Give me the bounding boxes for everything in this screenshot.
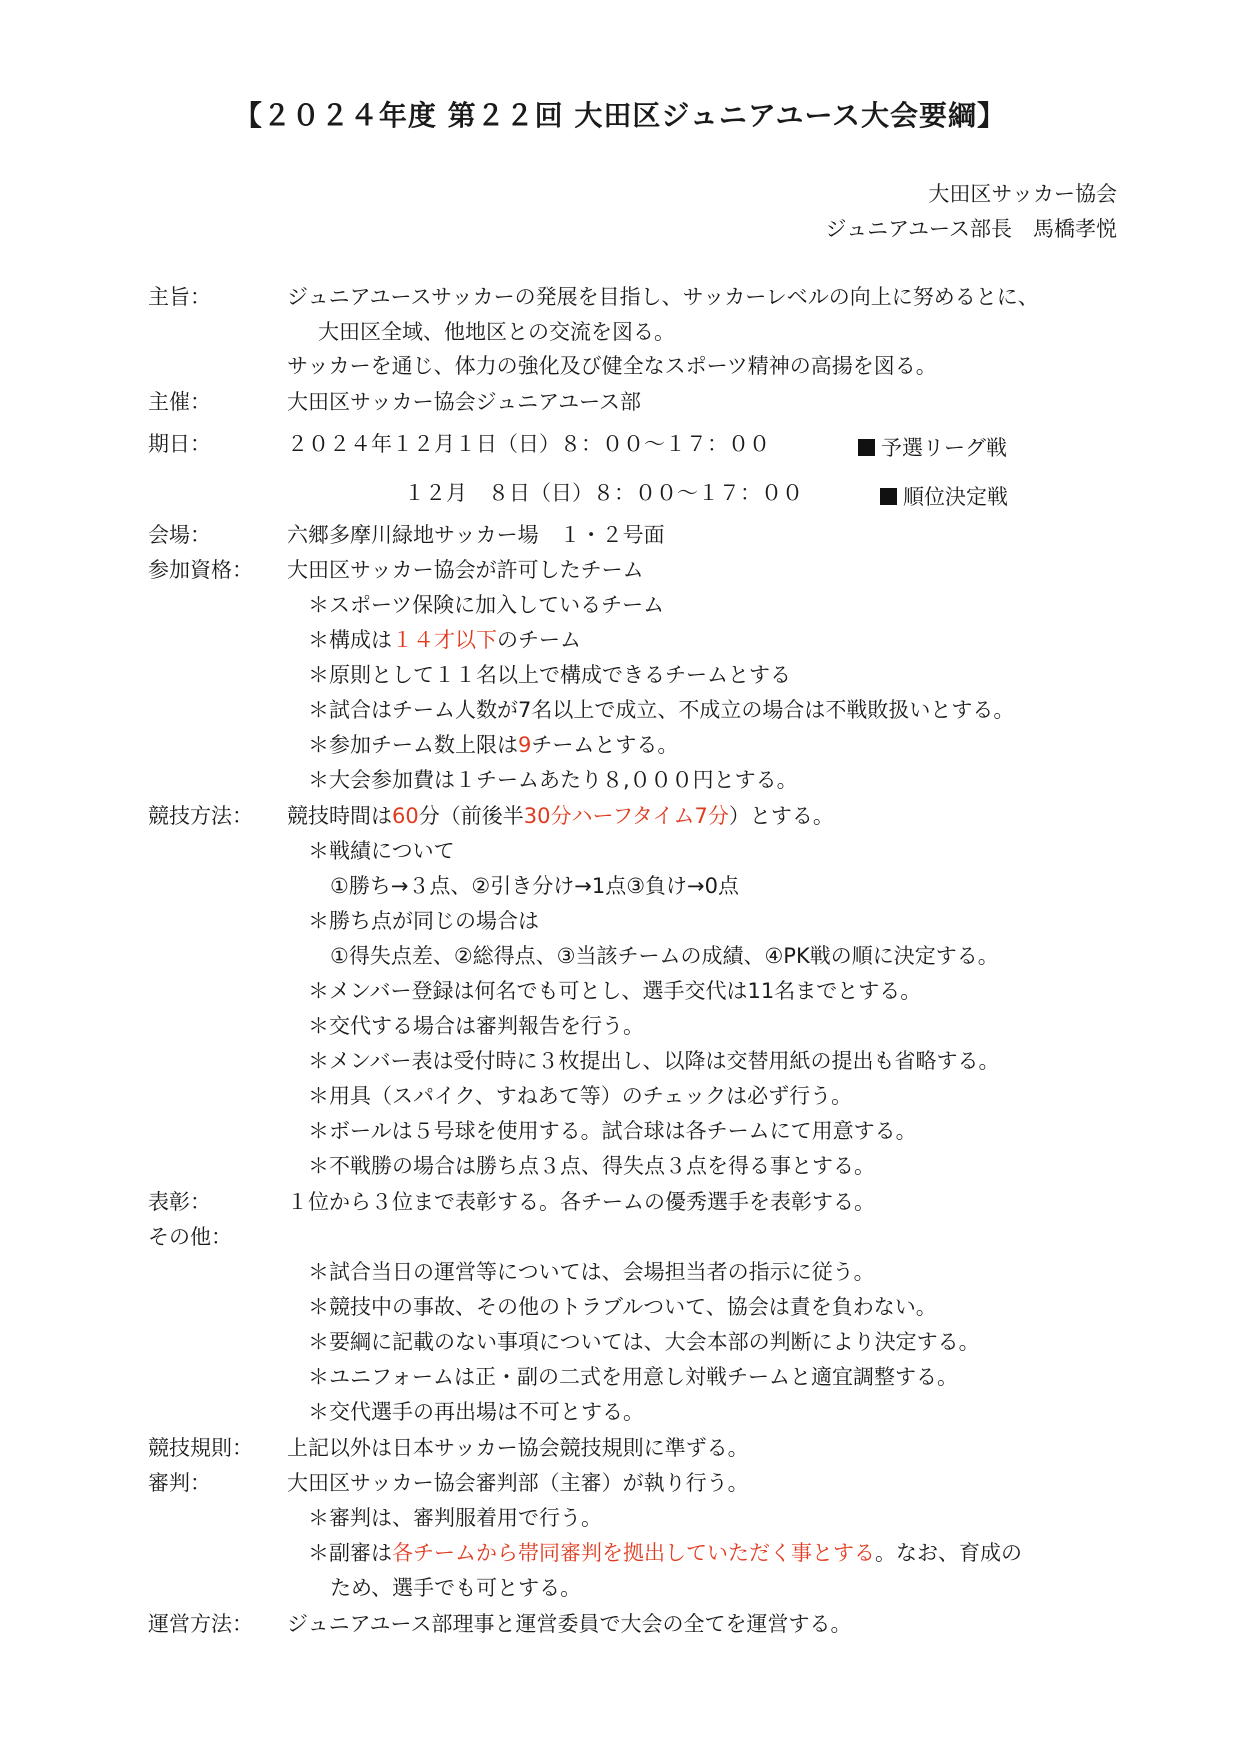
- label-kijitsu: 期日：: [148, 432, 211, 456]
- kisoku-text: 上記以外は日本サッカー協会競技規則に準ずる。: [287, 1436, 749, 1460]
- sonota-bullet-2: ＊競技中の事故、その他のトラブルついて、協会は責を負わない。: [308, 1295, 937, 1319]
- shushi-line-3: サッカーを通じ、体力の強化及び健全なスポーツ精神の高揚を図る。: [287, 354, 937, 378]
- label-kaijo: 会場：: [148, 523, 211, 547]
- hoho-text-post: ）とする。: [728, 804, 834, 828]
- shushi-line-1: ジュニアユースサッカーの発展を目指し、サッカーレベルの向上に努めるとに、: [287, 285, 1039, 309]
- shikaku-age-limit: １４才以下: [392, 628, 497, 652]
- hoho-bullet-6: ＊用具（スパイク、すねあて等）のチェックは必ず行う。: [308, 1084, 853, 1108]
- shikaku-bullet-3: ＊原則として１１名以上で構成できるチームとする: [308, 663, 791, 687]
- shinpan-bullet-1: ＊審判は、審判服着用で行う。: [308, 1506, 602, 1530]
- hoho-bullet-7: ＊ボールは５号球を使用する。試合球は各チームにて用意する。: [308, 1119, 917, 1143]
- kijitsu-tag-2-text: 順位決定戦: [903, 485, 1008, 509]
- hoho-bullet-1: ＊戦績について: [308, 839, 455, 863]
- shinpan-bullet-2-cont: ため、選手でも可とする。: [330, 1576, 582, 1600]
- shikaku-bullet-5-pre: ＊参加チーム数上限は: [308, 733, 518, 757]
- label-hyosho: 表彰：: [148, 1190, 211, 1214]
- hoho-bullet-3: ＊メンバー登録は何名でも可とし、選手交代は11名までとする。: [308, 979, 922, 1003]
- shikaku-bullet-2: [308, 628, 581, 653]
- label-hoho: 競技方法：: [148, 804, 253, 828]
- label-shinpan: 審判：: [148, 1471, 211, 1495]
- label-unei: 運営方法：: [148, 1612, 253, 1636]
- kijitsu-tag-1-text: 予選リーグ戦: [881, 436, 1007, 460]
- square-bullet-icon: [858, 439, 875, 456]
- shikaku-bullet-6: ＊大会参加費は１チームあたり８,０００円とする。: [308, 768, 798, 792]
- hoho-bullet-4: ＊交代する場合は審判報告を行う。: [308, 1014, 644, 1038]
- kijitsu-tag-1: [858, 432, 1007, 462]
- shushi-line-2: 大田区全域、他地区との交流を図る。: [318, 320, 675, 344]
- hoho-bullet-2-sub: ①得失点差、②総得点、③当該チームの成績、④PK戦の順に決定する。: [330, 944, 999, 968]
- shikaku-bullet-2-pre: ＊構成は: [308, 628, 392, 652]
- hyosho-text: １位から３位まで表彰する。各チームの優秀選手を表彰する。: [287, 1190, 875, 1214]
- hoho-bullet-5: ＊メンバー表は受付時に３枚提出し、以降は交替用紙の提出も省略する。: [308, 1049, 1000, 1073]
- sonota-bullet-4: ＊ユニフォームは正・副の二式を用意し対戦チームと適宜調整する。: [308, 1365, 958, 1389]
- shikaku-bullet-2-post: のチーム: [497, 628, 581, 652]
- shikaku-bullet-5-post: チームとする。: [531, 733, 679, 757]
- hoho-text-mid: 分（前後半: [418, 804, 524, 828]
- hoho-text-pre: 競技時間は: [287, 804, 392, 828]
- label-shikaku: 参加資格：: [148, 558, 253, 582]
- hoho-duration: 60: [392, 804, 419, 828]
- sonota-bullet-5: ＊交代選手の再出場は不可とする。: [308, 1400, 644, 1424]
- sonota-bullet-1: ＊試合当日の運営等については、会場担当者の指示に従う。: [308, 1260, 875, 1284]
- kijitsu-date-2: １２月 ８日（日）８：００〜１７：００: [404, 481, 803, 505]
- hoho-half-detail: 30分ハーフタイム7分: [523, 804, 729, 828]
- shikaku-bullet-5: [308, 733, 678, 758]
- hoho-bullet-8: ＊不戦勝の場合は勝ち点３点、得失点３点を得る事とする。: [308, 1154, 875, 1178]
- label-sonota: その他：: [148, 1225, 232, 1249]
- shikaku-bullet-1: ＊スポーツ保険に加入しているチーム: [308, 593, 665, 617]
- shusai-text: 大田区サッカー協会ジュニアユース部: [287, 390, 642, 414]
- label-shusai: 主催：: [148, 390, 211, 414]
- shinpan-text: 大田区サッカー協会審判部（主審）が執り行う。: [287, 1471, 749, 1495]
- kijitsu-tag-2: [880, 481, 1008, 511]
- sonota-bullet-3: ＊要綱に記載のない事項については、大会本部の判断により決定する。: [308, 1330, 980, 1354]
- issuer-person: ジュニアユース部長 馬橋孝悦: [825, 217, 1117, 241]
- unei-text: ジュニアユース部理事と運営委員で大会の全てを運営する。: [287, 1612, 852, 1636]
- shinpan-bullet-2-post: 。なお、育成の: [875, 1541, 1022, 1565]
- shinpan-bullet-2: [308, 1541, 1022, 1566]
- shikaku-team-limit: 9: [518, 733, 532, 757]
- label-kisoku: 競技規則：: [148, 1436, 253, 1460]
- kijitsu-date-1: ２０２４年１２月１日（日）８：００〜１７：００: [287, 432, 770, 456]
- shikaku-bullet-4: ＊試合はチーム人数が7名以上で成立、不成立の場合は不戦敗扱いとする。: [308, 698, 1015, 722]
- hoho-bullet-2: ＊勝ち点が同じの場合は: [308, 909, 539, 933]
- issuer-org: 大田区サッカー協会: [928, 182, 1117, 206]
- label-shushi: 主旨：: [148, 285, 211, 309]
- shikaku-text: 大田区サッカー協会が許可したチーム: [287, 558, 644, 582]
- hoho-text: [287, 804, 834, 829]
- kaijo-text: 六郷多摩川緑地サッカー場 １・２号面: [287, 523, 665, 547]
- hoho-bullet-1-sub: ①勝ち→３点、②引き分け→1点③負け→0点: [330, 874, 739, 898]
- document-title: 【２０２４年度 第２２回 大田区ジュニアユース大会要綱】: [233, 99, 1007, 132]
- shinpan-bullet-2-pre: ＊副審は: [308, 1541, 392, 1565]
- square-bullet-icon: [880, 488, 897, 505]
- shinpan-assistant-rule: 各チームから帯同審判を拠出していただく事とする: [392, 1541, 875, 1565]
